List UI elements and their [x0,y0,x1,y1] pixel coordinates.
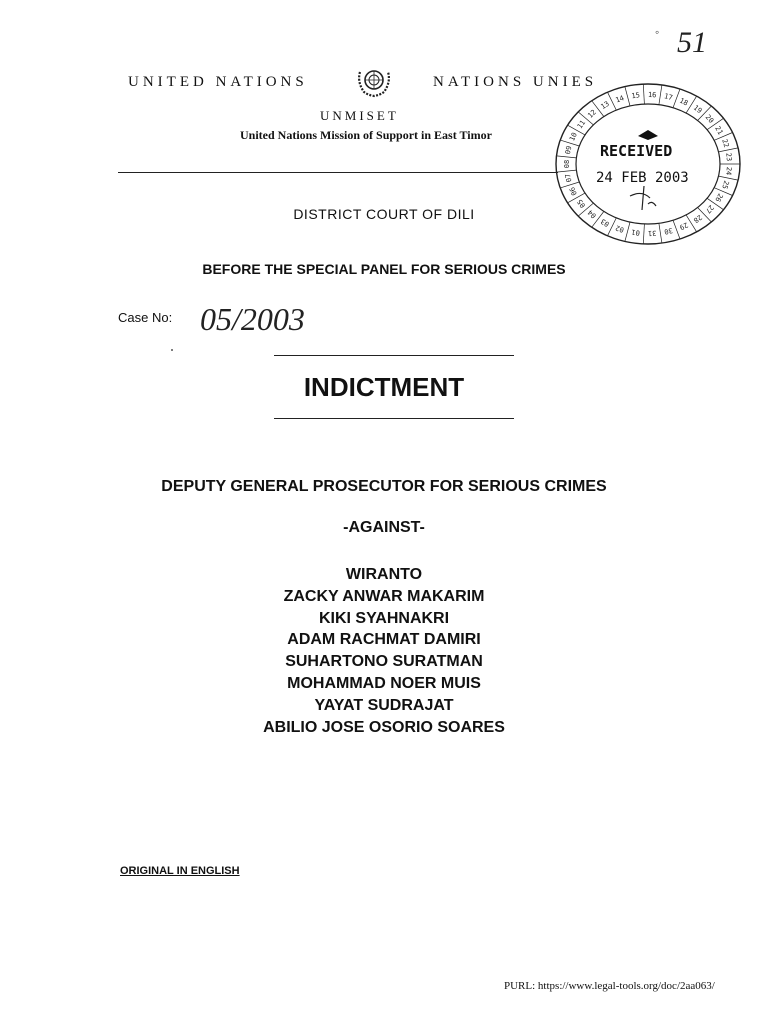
stamp-ring-number: 17 [663,92,674,103]
stamp-ring-number: 18 [678,96,690,108]
stamp-received-text: RECEIVED [600,142,673,160]
stamp-ring-divider [643,84,644,104]
stamp-ring-number: 01 [630,227,641,237]
stamp-ring-number: 14 [614,94,626,105]
case-number-label: Case No: [118,310,173,325]
defendants-list [0,564,768,738]
stamp-ring-number: 31 [647,228,657,238]
stamp-ring-number: 04 [586,208,599,220]
stamp-ring-divider [560,140,579,146]
svg-text:◦: ◦ [655,25,660,39]
stamp-ring-divider [625,87,630,106]
org-name-en: UNITED NATIONS [128,74,308,90]
panel-heading: BEFORE THE SPECIAL PANEL FOR SERIOUS CRIMES [202,261,566,277]
stamp-ring-number: 13 [599,99,611,112]
stamp-ring-divider [719,176,739,180]
stamp-arrow-icon [638,130,658,140]
un-emblem-icon [354,64,394,98]
stamp-ring-number: 20 [703,113,716,125]
prosecutor-heading: DEPUTY GENERAL PROSECUTOR FOR SERIOUS CRIMES [161,478,607,495]
stamp-ring-divider [659,85,662,105]
stamp-ring-number: 08 [563,159,571,169]
stamp-ring-number: 27 [703,203,716,215]
defendant-name: WIRANTO [345,566,423,583]
stamp-ring-number: 15 [630,91,641,101]
case-number-handwritten [196,296,366,346]
stamp-ring-number: 02 [614,223,626,234]
stamp-ring-number: 09 [563,145,574,156]
stamp-ring-number: 16 [647,90,657,100]
stamp-ring-divider [643,224,644,244]
defendant-name: YAYAT SUDRAJAT [314,696,454,714]
defendant-name: ADAM RACHMAT DAMIRI [287,631,481,649]
defendant-name: ZACKY ANWAR MAKARIM [283,587,485,605]
handwritten-page-mark [645,14,725,64]
stamp-ring-divider [673,220,680,239]
stamp-ring-number: 28 [691,212,704,225]
stamp-ring-number: 12 [586,108,599,120]
received-stamp [552,78,744,248]
stamp-ring-number: 25 [720,179,731,190]
mission-acronym: UNMISET [320,108,399,123]
stamp-date-text: 24 FEB 2003 [596,170,689,186]
stamp-ring-number: 11 [575,118,588,131]
stamp-ring-divider [625,222,630,241]
defendant-name: MOHAMMAD NOER MUIS [287,674,481,692]
defendant-name: ABILIO JOSE OSORIO SOARES [263,718,505,736]
stamp-ring-divider [557,170,577,172]
stamp-ring-divider [673,89,680,108]
stamp-ring-number: 26 [713,191,725,204]
stray-mark [170,348,174,352]
defendant-name: SUHARTONO SURATMAN [285,653,483,671]
header-divider [118,172,558,173]
stamp-ring-number: 23 [724,152,734,162]
stamp-ring-number: 29 [678,220,690,232]
org-name-fr: NATIONS UNIES [433,74,598,90]
corner-mark-text: 51 [677,26,707,59]
document-title: INDICTMENT [303,372,465,402]
purl-link[interactable]: PURL: https://www.legal-tools.org/doc/2aa063/ [504,980,715,992]
mission-full-name: United Nations Mission of Support in East Timor [240,128,492,142]
stamp-ring-number: 10 [568,131,579,143]
against-heading: -AGAINST- [343,519,425,536]
original-language-note: ORIGINAL IN ENGLISH [120,865,240,877]
stamp-ring-number: 30 [663,225,674,236]
title-rule-top [274,355,514,356]
stamp-ring-number: 21 [713,124,725,137]
stamp-ring-number: 05 [575,197,588,210]
court-name: DISTRICT COURT OF DILI [293,206,475,222]
stamp-ring-divider [557,156,577,158]
stamp-ring-divider [719,148,739,152]
stamp-ring-number: 19 [691,103,704,116]
stamp-ring-number: 24 [724,166,734,176]
stamp-ring-number: 06 [568,185,579,197]
title-rule-bottom [274,418,514,419]
stamp-ring-number: 07 [563,172,574,183]
stamp-ring-divider [659,223,662,243]
case-number-value: 05/2003 [200,301,305,337]
stamp-ring-number: 03 [599,216,611,229]
defendant-name: KIKI SYAHNAKRI [318,609,450,627]
stamp-ring-number: 22 [720,138,731,149]
